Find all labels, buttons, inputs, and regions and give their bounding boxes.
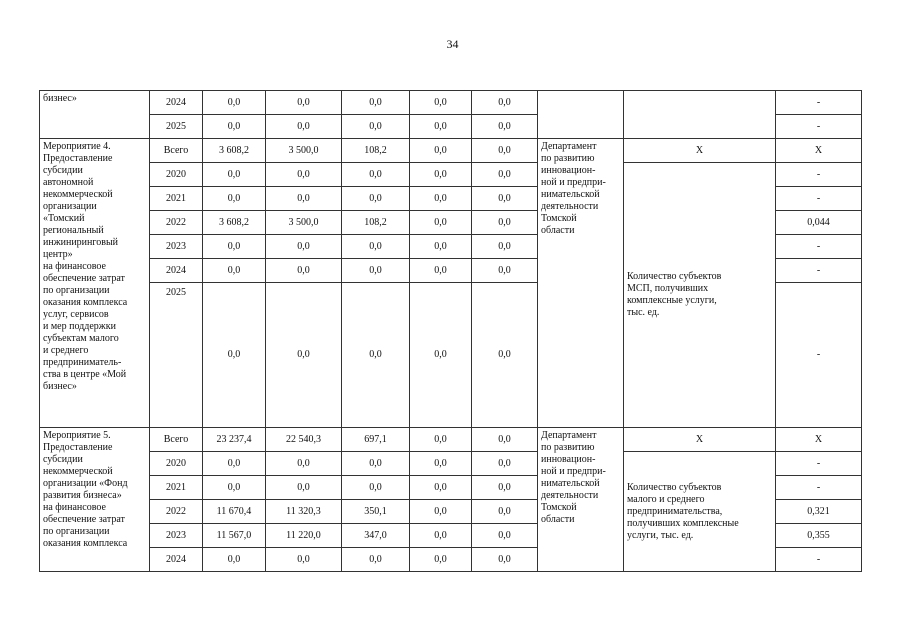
- indicator-value: 0,044: [776, 211, 862, 235]
- value-cell: 0,0: [266, 259, 342, 283]
- year-cell: 2025: [150, 115, 203, 139]
- value-cell: 0,0: [410, 548, 472, 572]
- value-cell: 0,0: [410, 211, 472, 235]
- value-cell: 0,0: [342, 115, 410, 139]
- value-cell: 11 567,0: [203, 524, 266, 548]
- indicator-name-cell: [624, 91, 776, 139]
- indicator-name-cell: Количество субъектов малого и среднего предпринимательства, получивших комплексные услуги, тыс. ед.: [624, 452, 776, 572]
- value-cell: 108,2: [342, 139, 410, 163]
- indicator-value: -: [776, 259, 862, 283]
- value-cell: 0,0: [472, 163, 538, 187]
- value-cell: 0,0: [203, 115, 266, 139]
- page-number: 34: [446, 37, 459, 51]
- year-cell: 2025: [150, 283, 203, 428]
- value-cell: 0,0: [203, 163, 266, 187]
- value-cell: 0,0: [266, 235, 342, 259]
- table-row: [40, 163, 862, 187]
- value-cell: 0,0: [342, 548, 410, 572]
- value-cell: 0,0: [342, 187, 410, 211]
- value-cell: 0,0: [342, 235, 410, 259]
- year-cell: 2024: [150, 91, 203, 115]
- value-cell: 0,0: [472, 259, 538, 283]
- value-cell: 0,0: [410, 235, 472, 259]
- value-cell: 0,0: [472, 476, 538, 500]
- indicator-name-cell: Количество субъектов МСП, получивших комплексные услуги, тыс. ед.: [624, 163, 776, 428]
- value-cell: 0,0: [203, 187, 266, 211]
- year-cell: 2023: [150, 235, 203, 259]
- value-cell: 0,0: [203, 283, 266, 428]
- value-cell: 0,0: [472, 115, 538, 139]
- value-cell: 0,0: [266, 283, 342, 428]
- year-cell: 2021: [150, 187, 203, 211]
- program-table: [39, 90, 862, 572]
- value-cell: 3 500,0: [266, 211, 342, 235]
- year-cell: 2020: [150, 452, 203, 476]
- value-cell: 0,0: [472, 548, 538, 572]
- value-cell: 0,0: [410, 259, 472, 283]
- value-cell: 0,0: [410, 500, 472, 524]
- value-cell: 0,0: [472, 211, 538, 235]
- value-cell: 3 608,2: [203, 211, 266, 235]
- value-cell: 0,0: [410, 163, 472, 187]
- value-cell: 0,0: [410, 476, 472, 500]
- value-cell: 0,0: [472, 91, 538, 115]
- indicator-value: -: [776, 91, 862, 115]
- value-cell: 0,0: [266, 548, 342, 572]
- year-cell: 2023: [150, 524, 203, 548]
- value-cell: 0,0: [266, 476, 342, 500]
- value-cell: 0,0: [203, 548, 266, 572]
- value-cell: 0,0: [342, 259, 410, 283]
- indicator-value: 0,355: [776, 524, 862, 548]
- value-cell: 0,0: [342, 91, 410, 115]
- indicator-name-cell: Х: [624, 428, 776, 452]
- table-row: [40, 139, 862, 163]
- indicator-value: -: [776, 452, 862, 476]
- value-cell: 0,0: [472, 139, 538, 163]
- indicator-value: -: [776, 548, 862, 572]
- value-cell: 0,0: [472, 283, 538, 428]
- value-cell: 11 220,0: [266, 524, 342, 548]
- value-cell: 347,0: [342, 524, 410, 548]
- value-cell: 0,0: [266, 452, 342, 476]
- indicator-value: Х: [776, 139, 862, 163]
- value-cell: 0,0: [342, 163, 410, 187]
- indicator-value: Х: [776, 428, 862, 452]
- executor-cell: Департамент по развитию инновацион- ной и предпри- нимательской деятельности Томской области: [538, 139, 624, 428]
- value-cell: 3 500,0: [266, 139, 342, 163]
- value-cell: 11 320,3: [266, 500, 342, 524]
- value-cell: 0,0: [472, 235, 538, 259]
- executor-cell: [538, 91, 624, 139]
- indicator-value: -: [776, 163, 862, 187]
- year-cell: 2022: [150, 211, 203, 235]
- year-cell: 2021: [150, 476, 203, 500]
- value-cell: 0,0: [342, 283, 410, 428]
- value-cell: 0,0: [203, 91, 266, 115]
- value-cell: 0,0: [410, 139, 472, 163]
- year-cell: Всего: [150, 139, 203, 163]
- value-cell: 0,0: [472, 524, 538, 548]
- value-cell: 0,0: [410, 91, 472, 115]
- indicator-value: -: [776, 187, 862, 211]
- value-cell: 11 670,4: [203, 500, 266, 524]
- value-cell: 3 608,2: [203, 139, 266, 163]
- event-name: бизнес»: [40, 91, 150, 139]
- value-cell: 0,0: [410, 428, 472, 452]
- value-cell: 0,0: [410, 187, 472, 211]
- value-cell: 0,0: [203, 259, 266, 283]
- event-name: Мероприятие 5. Предоставление субсидии некоммерческой организации «Фонд развития бизнеса» на финансовое обеспечение затрат по организации оказания комплекса: [40, 428, 150, 572]
- indicator-value: -: [776, 235, 862, 259]
- table-row: [40, 428, 862, 452]
- value-cell: 0,0: [472, 428, 538, 452]
- indicator-value: -: [776, 115, 862, 139]
- year-cell: 2024: [150, 259, 203, 283]
- value-cell: 0,0: [410, 524, 472, 548]
- value-cell: 0,0: [266, 91, 342, 115]
- value-cell: 0,0: [410, 283, 472, 428]
- value-cell: 0,0: [266, 187, 342, 211]
- value-cell: 0,0: [266, 115, 342, 139]
- value-cell: 0,0: [342, 452, 410, 476]
- table-row: [40, 91, 862, 115]
- value-cell: 22 540,3: [266, 428, 342, 452]
- value-cell: 697,1: [342, 428, 410, 452]
- value-cell: 0,0: [342, 476, 410, 500]
- indicator-value: -: [776, 476, 862, 500]
- value-cell: 0,0: [472, 187, 538, 211]
- value-cell: 0,0: [472, 500, 538, 524]
- indicator-value: -: [776, 283, 862, 428]
- value-cell: 0,0: [266, 163, 342, 187]
- value-cell: 23 237,4: [203, 428, 266, 452]
- executor-cell: Департамент по развитию инновацион- ной и предпри- нимательской деятельности Томской области: [538, 428, 624, 572]
- indicator-value: 0,321: [776, 500, 862, 524]
- value-cell: 0,0: [410, 115, 472, 139]
- value-cell: 0,0: [203, 235, 266, 259]
- value-cell: 108,2: [342, 211, 410, 235]
- value-cell: 0,0: [203, 452, 266, 476]
- value-cell: 0,0: [472, 452, 538, 476]
- year-cell: 2024: [150, 548, 203, 572]
- year-cell: Всего: [150, 428, 203, 452]
- event-name: Мероприятие 4. Предоставление субсидии автономной некоммерческой организации «Томский региональный инжиниринговый центр» на финансовое обеспечение затрат по организации оказания комплекса услуг, сервисов и мер поддержки субъектам малого и среднего предприниматель- ства в центре «Мой бизнес»: [40, 139, 150, 428]
- value-cell: 0,0: [410, 452, 472, 476]
- indicator-name-cell: Х: [624, 139, 776, 163]
- year-cell: 2022: [150, 500, 203, 524]
- value-cell: 350,1: [342, 500, 410, 524]
- year-cell: 2020: [150, 163, 203, 187]
- table-row: [40, 452, 862, 476]
- value-cell: 0,0: [203, 476, 266, 500]
